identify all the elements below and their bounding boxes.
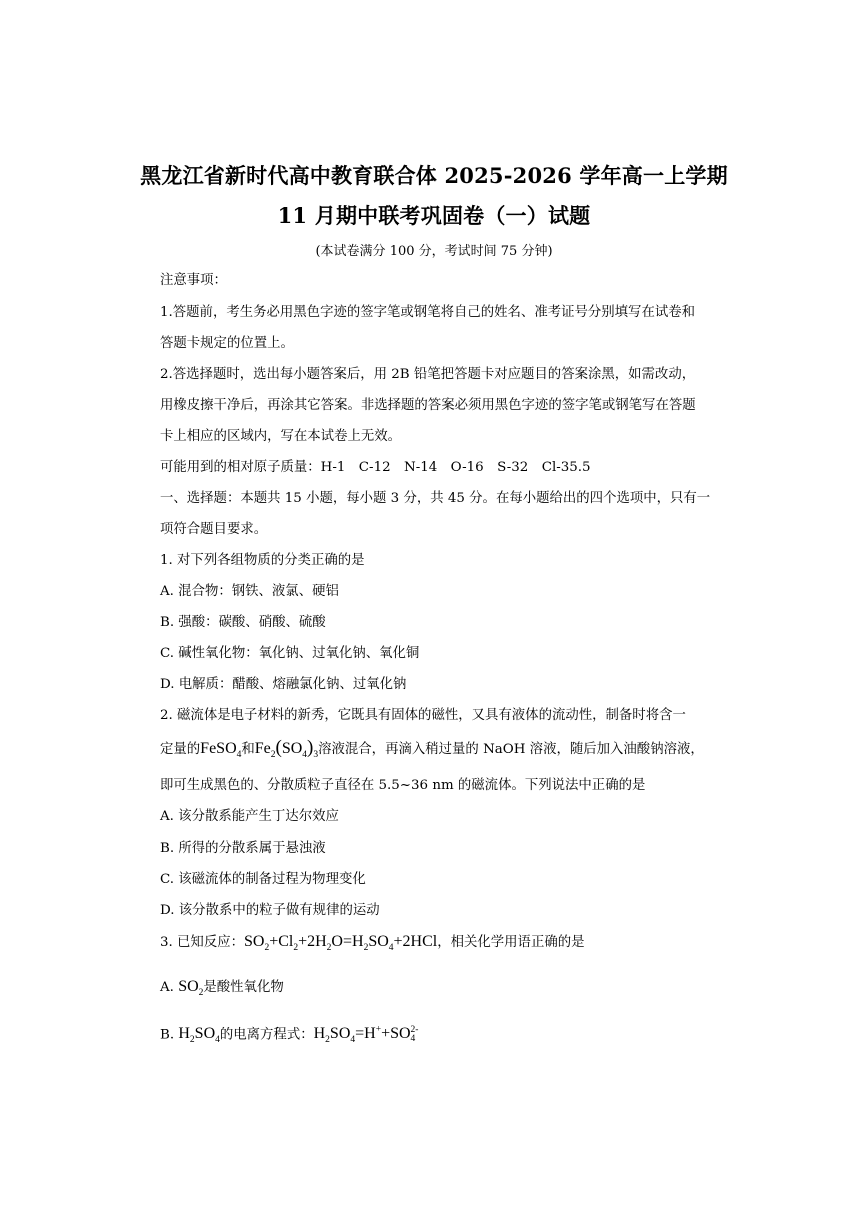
q1-option-c: C. 碱性氧化物：氧化钠、过氧化钠、氧化铜 [160,646,420,661]
q2-stem-c: 即可生成黑色的、分散质粒子直径在 5.5~36 nm 的磁流体。下列说法中正确的是 [160,778,646,793]
q1-option-d: D. 电解质：醋酸、熔融氯化钠、过氧化钠 [160,677,407,692]
exam-title-line2: 11 月期中联考巩固卷（一）试题 [277,203,591,228]
q3-option-b: B. $H_2SO_4$的电离方程式：$H_2SO_4=H^++SO$ 2- 4 [160,1024,419,1046]
q2-stem-b-pre: 定量的 [160,742,201,757]
q3-stem-post: ，相关化学用语正确的是 [437,935,585,950]
q2-and: 和 [241,742,255,757]
section1-intro-a: 一、选择题：本题共 15 小题，每小题 3 分，共 45 分。在每小题给出的四个选项中，只有一 [160,491,711,506]
q2-stem-a: 2. 磁流体是电子材料的新秀，它既具有固体的磁性，又具有液体的流动性，制备时将含一 [160,708,686,723]
atomic-masses: 可能用到的相对原子质量：H-1 C-12 N-14 O-16 S-32 Cl-35.5 [160,460,591,475]
q2-stem-b [160,739,704,764]
note-1-line-b: 答题卡规定的位置上。 [160,336,294,351]
q1-option-b: B. 强酸：碳酸、硝酸、硫酸 [160,615,326,630]
formula-reaction: $SO_2+Cl_2+2H_2O=H_2SO_4+2HCl$ [244,933,438,954]
q3-option-a: A. $SO_2$是酸性氧化物 [160,978,284,999]
exam-subtitle: (本试卷满分 100 分，考试时间 75 分钟) [315,244,553,259]
q2-option-b: B. 所得的分散系属于悬浊液 [160,841,326,856]
formula-feso4: FeSO$_4$ [200,740,242,761]
note-2-line-a: 2.答选择题时，选出每小题答案后，用 2B 铅笔把答题卡对应题目的答案涂黑，如需改动， [160,367,696,382]
note-2-line-c: 卡上相应的区域内，写在本试卷上无效。 [160,429,402,444]
q1-option-a: A. 混合物：钢铁、液氯、硬铝 [160,584,339,599]
q1-stem: 1. 对下列各组物质的分类正确的是 [160,553,365,568]
section1-intro-b: 项符合题目要求。 [160,522,268,537]
formula-h2so4: $H_2SO_4$ [178,1025,220,1046]
q2-stem-b-post: 溶液混合，再滴入稍过量的 NaOH 溶液，随后加入油酸钠溶液， [318,742,704,757]
q3-stem-pre: 3. 已知反应： [160,935,244,950]
q2-option-d: D. 该分散系中的粒子做有规律的运动 [160,903,380,918]
q2-option-c: C. 该磁流体的制备过程为物理变化 [160,872,366,887]
note-2-line-b: 用橡皮擦干净后，再涂其它答案。非选择题的答案必须用黑色字迹的签字笔或钢笔写在答题 [160,398,696,413]
formula-so2: $SO_2$ [178,978,204,999]
q2-option-a: A. 该分散系能产生丁达尔效应 [160,809,339,824]
q3-stem [160,933,585,957]
exam-title-line1: 黑龙江省新时代高中教育联合体 2025-2026 学年高一上学期 [140,163,728,188]
note-1-line-a: 1.答题前，考生务必用黑色字迹的签字笔或钢笔将自己的姓名、准考证号分别填写在试卷和 [160,305,696,320]
notes-heading: 注意事项： [160,273,227,288]
formula-ionization: $H_2SO_4=H^++SO$ 2- 4 [313,1024,419,1046]
formula-fe2so43: $Fe_2(SO_4)_3$ [254,737,319,761]
